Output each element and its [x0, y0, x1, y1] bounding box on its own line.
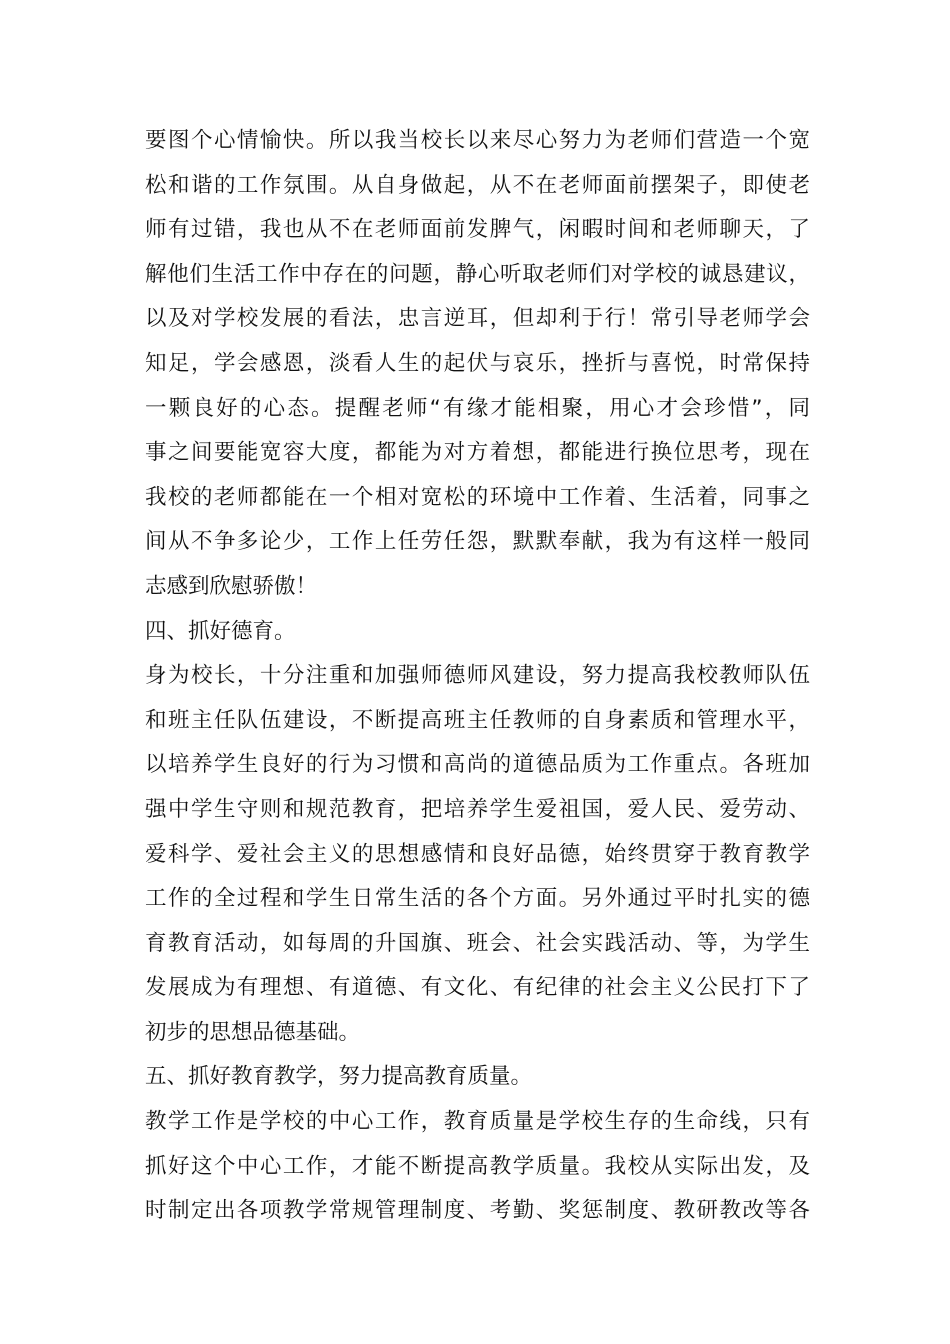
text-line: 身为校长，十分注重和加强师德师风建设，努力提高我校教师队伍: [145, 663, 810, 689]
text-line: 工作的全过程和学生日常生活的各个方面。另外通过平时扎实的德: [145, 886, 810, 912]
text-line: 师有过错，我也从不在老师面前发脾气，闲暇时间和老师聊天，了: [145, 217, 810, 243]
text-line: 强中学生守则和规范教育，把培养学生爱祖国，爱人民、爱劳动、: [145, 796, 810, 822]
text-line: 发展成为有理想、有道德、有文化、有纪律的社会主义公民打下了: [145, 975, 810, 1001]
text-line: 解他们生活工作中存在的问题，静心听取老师们对学校的诚恳建议，: [145, 261, 810, 287]
text-line: 知足，学会感恩，淡看人生的起伏与哀乐，挫折与喜悦，时常保持: [145, 350, 810, 376]
text-line: 要图个心情愉快。所以我当校长以来尽心努力为老师们营造一个宽: [145, 128, 810, 153]
document-body: [145, 119, 810, 1234]
text-line: 松和谐的工作氛围。从自身做起，从不在老师面前摆架子，即使老: [145, 172, 810, 198]
text-line: 爱科学、爱社会主义的思想感情和良好品德，始终贯穿于教育教学: [145, 841, 810, 867]
text-line: 育教育活动，如每周的升国旗、班会、社会实践活动、等，为学生: [145, 930, 810, 956]
text-line: 以及对学校发展的看法，忠言逆耳，但却利于行！常引导老师学会: [145, 306, 810, 332]
text-line: 抓好这个中心工作，才能不断提高教学质量。我校从实际出发，及: [145, 1153, 810, 1179]
text-line: 教学工作是学校的中心工作，教育质量是学校生存的生命线，只有: [145, 1109, 810, 1135]
text-line: 时制定出各项教学常规管理制度、考勤、奖惩制度、教研教改等各: [145, 1198, 810, 1224]
text-line: 事之间要能宽容大度，都能为对方着想，都能进行换位思考，现在: [145, 440, 810, 466]
section-heading: 四、抓好德育。: [145, 618, 296, 644]
text-line: 和班主任队伍建设，不断提高班主任教师的自身素质和管理水平，: [145, 707, 810, 733]
text-line: 以培养学生良好的行为习惯和高尚的道德品质为工作重点。各班加: [145, 752, 810, 778]
text-line: 初步的思想品德基础。: [145, 1019, 361, 1045]
text-line: 一颗良好的心态。提醒老师“有缘才能相聚，用心才会珍惜”，同: [145, 395, 810, 421]
text-line: 志感到欣慰骄傲！: [145, 573, 318, 599]
section-heading: 五、抓好教育教学，努力提高教育质量。: [145, 1064, 533, 1090]
text-line: 我校的老师都能在一个相对宽松的环境中工作着、生活着，同事之: [145, 484, 810, 510]
text-line: 间从不争多论少，工作上任劳任怨，默默奉献，我为有这样一般同: [145, 529, 810, 555]
